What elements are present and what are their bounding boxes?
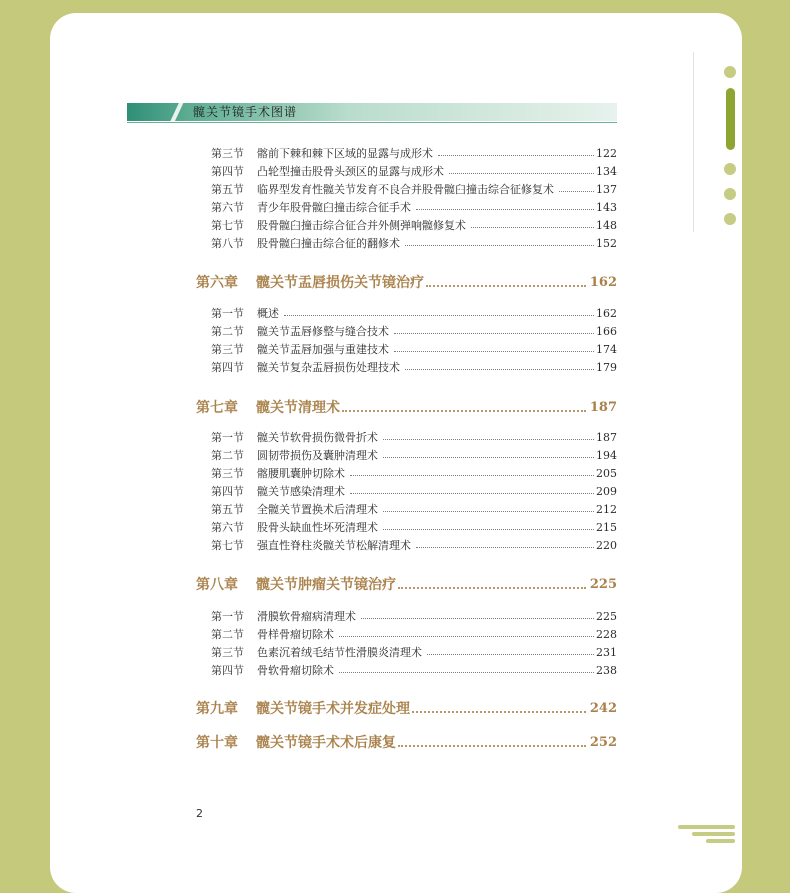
chapter-title: 髋关节清理术: [256, 400, 340, 416]
section-title: 股骨髋臼撞击综合征合并外侧弹响髋修复术: [257, 219, 466, 232]
toc-section-entry[interactable]: [211, 179, 617, 196]
toc-chapter-entry[interactable]: [196, 696, 617, 718]
dot-leader: [383, 457, 594, 458]
section-number: 第四节: [211, 485, 244, 498]
toc-section-entry[interactable]: [211, 445, 617, 462]
chapter-page: 187: [589, 400, 617, 415]
chapter-title: 髋关节肿瘤关节镜治疗: [256, 577, 396, 593]
section-title: 临界型发育性髋关节发育不良合并股骨髋臼撞击综合征修复术: [257, 183, 554, 196]
dot-leader: [342, 410, 586, 412]
section-page: 162: [596, 307, 617, 320]
section-number: 第二节: [211, 449, 244, 462]
dot-leader: [339, 672, 594, 673]
section-title: 股骨髋臼撞击综合征的翻修术: [257, 237, 400, 250]
section-number: 第八节: [211, 237, 244, 250]
toc-section-entry[interactable]: [211, 357, 617, 374]
dot-leader: [416, 547, 594, 548]
section-page: 143: [596, 201, 617, 214]
toc-section-entry[interactable]: [211, 339, 617, 356]
section-title: 概述: [257, 307, 279, 320]
dot-leader: [471, 227, 594, 228]
toc-chapter-entry[interactable]: [196, 572, 617, 594]
section-title: 髋关节软骨损伤微骨折术: [257, 431, 378, 444]
toc-section-entry[interactable]: [211, 321, 617, 338]
dot-leader: [426, 285, 586, 287]
toc-chapter-entry[interactable]: [196, 395, 617, 417]
section-title: 髂前下棘和棘下区域的显露与成形术: [257, 147, 433, 160]
section-number: 第四节: [211, 664, 244, 677]
toc-section-entry[interactable]: [211, 535, 617, 552]
section-number: 第二节: [211, 628, 244, 641]
section-title: 髋关节盂唇修整与缝合技术: [257, 325, 389, 338]
page-number: 2: [196, 807, 203, 820]
dot-leader: [405, 245, 594, 246]
dot-leader: [350, 475, 594, 476]
toc-section-entry[interactable]: [211, 642, 617, 659]
toc-section-entry[interactable]: [211, 463, 617, 480]
section-number: 第一节: [211, 610, 244, 623]
section-title: 青少年股骨髋臼撞击综合征手术: [257, 201, 411, 214]
toc-section-entry[interactable]: [211, 606, 617, 623]
section-title: 髋关节感染清理术: [257, 485, 345, 498]
section-number: 第六节: [211, 521, 244, 534]
section-title: 骨样骨瘤切除术: [257, 628, 334, 641]
toc-section-entry[interactable]: [211, 233, 617, 250]
section-page: 148: [596, 219, 617, 232]
section-page: 228: [596, 628, 617, 641]
dot-leader: [405, 369, 594, 370]
section-page: 205: [596, 467, 617, 480]
chapter-title: 髋关节盂唇损伤关节镜治疗: [256, 275, 424, 291]
dot-leader: [350, 493, 594, 494]
section-number: 第三节: [211, 467, 244, 480]
section-title: 股骨头缺血性坏死清理术: [257, 521, 378, 534]
toc-chapter-entry[interactable]: [196, 270, 617, 292]
dot-leader: [449, 173, 594, 174]
section-page: 152: [596, 237, 617, 250]
section-number: 第六节: [211, 201, 244, 214]
toc-section-entry[interactable]: [211, 215, 617, 232]
corner-stripe-1: [678, 825, 735, 829]
chapter-page: 225: [589, 577, 617, 592]
corner-stripe-2: [692, 832, 735, 836]
chapter-number: 第九章: [196, 701, 238, 717]
dot-leader: [383, 511, 594, 512]
toc-chapter-entry[interactable]: [196, 730, 617, 752]
section-number: 第一节: [211, 307, 244, 320]
toc-section-entry[interactable]: [211, 427, 617, 444]
dot-leader: [394, 351, 594, 352]
dot-leader: [427, 654, 594, 655]
section-page: 122: [596, 147, 617, 160]
section-number: 第三节: [211, 646, 244, 659]
chapter-page: 242: [589, 701, 617, 716]
section-number: 第五节: [211, 503, 244, 516]
section-number: 第四节: [211, 165, 244, 178]
dot-leader: [559, 191, 594, 192]
section-title: 髂腰肌囊肿切除术: [257, 467, 345, 480]
chapter-title: 髋关节镜手术术后康复: [256, 735, 396, 751]
dot-leader: [394, 333, 594, 334]
chapter-title: 髋关节镜手术并发症处理: [256, 701, 410, 717]
corner-stripe-3: [706, 839, 735, 843]
toc-section-entry[interactable]: [211, 197, 617, 214]
section-page: 137: [596, 183, 617, 196]
toc-section-entry[interactable]: [211, 660, 617, 677]
section-title: 全髋关节置换术后清理术: [257, 503, 378, 516]
dot-leader: [383, 439, 594, 440]
chapter-number: 第八章: [196, 577, 238, 593]
dot-leader: [383, 529, 594, 530]
toc-section-entry[interactable]: [211, 517, 617, 534]
section-page: 238: [596, 664, 617, 677]
chapter-number: 第十章: [196, 735, 238, 751]
running-header-title: 髋关节镜手术图谱: [193, 105, 298, 119]
section-title: 强直性脊柱炎髋关节松解清理术: [257, 539, 411, 552]
section-number: 第三节: [211, 343, 244, 356]
toc-section-entry[interactable]: [211, 499, 617, 516]
section-page: 209: [596, 485, 617, 498]
section-number: 第七节: [211, 219, 244, 232]
dot-leader: [339, 636, 594, 637]
section-number: 第三节: [211, 147, 244, 160]
dot-leader: [398, 587, 586, 589]
section-page: 215: [596, 521, 617, 534]
section-page: 225: [596, 610, 617, 623]
section-number: 第二节: [211, 325, 244, 338]
toc-section-entry[interactable]: [211, 143, 617, 160]
section-page: 212: [596, 503, 617, 516]
toc-section-entry[interactable]: [211, 161, 617, 178]
section-page: 166: [596, 325, 617, 338]
section-title: 髋关节盂唇加强与重建技术: [257, 343, 389, 356]
dot-leader: [398, 745, 586, 747]
dot-leader: [361, 618, 594, 619]
section-page: 231: [596, 646, 617, 659]
section-page: 179: [596, 361, 617, 374]
dot-leader: [412, 711, 586, 713]
toc-section-entry[interactable]: [211, 624, 617, 641]
section-number: 第一节: [211, 431, 244, 444]
toc-section-entry[interactable]: [211, 303, 617, 320]
toc-section-entry[interactable]: [211, 481, 617, 498]
section-page: 134: [596, 165, 617, 178]
dot-leader: [416, 209, 594, 210]
section-title: 骨软骨瘤切除术: [257, 664, 334, 677]
chapter-page: 252: [589, 735, 617, 750]
section-title: 凸轮型撞击股骨头颈区的显露与成形术: [257, 165, 444, 178]
dot-leader: [284, 315, 594, 316]
chapter-number: 第六章: [196, 275, 238, 291]
chapter-number: 第七章: [196, 400, 238, 416]
section-page: 174: [596, 343, 617, 356]
section-number: 第五节: [211, 183, 244, 196]
section-title: 滑膜软骨瘤病清理术: [257, 610, 356, 623]
chapter-page: 162: [589, 275, 617, 290]
section-page: 187: [596, 431, 617, 444]
section-number: 第四节: [211, 361, 244, 374]
section-number: 第七节: [211, 539, 244, 552]
section-title: 髋关节复杂盂唇损伤处理技术: [257, 361, 400, 374]
section-page: 194: [596, 449, 617, 462]
section-title: 圆韧带损伤及囊肿清理术: [257, 449, 378, 462]
section-page: 220: [596, 539, 617, 552]
section-title: 色素沉着绒毛结节性滑膜炎清理术: [257, 646, 422, 659]
dot-leader: [438, 155, 594, 156]
